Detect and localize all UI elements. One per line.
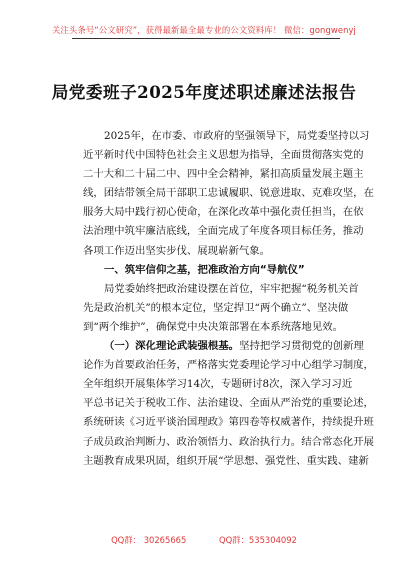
paragraph-line: 服务大局中践行初心使命，在深化改革中强化责任担当，在依 [83, 206, 364, 219]
paragraph-line: 先是政治机关”的根本定位，坚定捍卫“两个确立”、坚决做 [83, 301, 349, 314]
paragraph-line: 近平新时代中国特色社会主义思想为指导，全面贯彻落实党的 [83, 149, 364, 162]
paragraph-line: 二十大和二十届二中、四中全会精神，紧扣高质量发展主题主 [83, 168, 364, 181]
footer [0, 534, 408, 546]
paragraph-line: 主题教育成果巩固，组织开展“学思想、强党性、重实践、建新 [83, 454, 369, 467]
paragraph-line: 系统研读《习近平谈治国理政》第四卷等权威著作，持续提升班 [83, 416, 374, 429]
paragraph-line: 平总书记关于税收工作、法治建设、全面从严治党的重要论述， [83, 397, 374, 410]
section-heading: 一、筑牢信仰之基，把准政治方向“导航仪” [104, 263, 305, 276]
header-banner: 关注头条号“公文研究”，获得最新最全最专业的公文资料库！ 微信：gongwenyj [52, 25, 356, 35]
paragraph-line: 各项工作迈出坚实步伐、展现崭新气象。 [83, 244, 271, 257]
paragraph-line: 到“两个维护”，确保党中央决策部署在本系统落地见效。 [83, 320, 343, 333]
paragraph-line: 局党委始终把政治建设摆在首位，牢牢把握“税务机关首 [104, 282, 359, 295]
paragraph-line: 子成员政治判断力、政治领悟力、政治执行力。结合常态化开展 [83, 435, 374, 448]
paragraph-line [83, 337, 364, 356]
paragraph-line: 线，团结带领全局干部职工忠诚履职、锐意进取、克难攻坚，在 [83, 187, 374, 200]
paragraph-line: 法治理中筑牢廉洁底线，全面完成了年度各项目标任务，推动 [83, 225, 364, 238]
paragraph-line: 论作为首要政治任务，严格落实党委理论学习中心组学习制度， [83, 359, 374, 372]
footer-qq-group-1: QQ群： 30265665 [111, 535, 187, 545]
subsection-heading: （一）深化理论武装强根基。 [104, 340, 240, 353]
paragraph-line: 2025年，在市委、市政府的坚强领导下，局党委坚持以习 [104, 130, 370, 142]
document-body [83, 127, 374, 471]
document-title: 局党委班子2025年度述职述廉述法报告 [51, 82, 357, 102]
paragraph-line: 全年组织开展集体学习14次，专题研讨8次，深入学习习近 [83, 378, 353, 391]
footer-qq-group-2: QQ群：535304092 [219, 535, 297, 545]
paragraph-text: 坚持把学习贯彻党的创新理 [239, 340, 364, 353]
header-divider [72, 38, 340, 39]
